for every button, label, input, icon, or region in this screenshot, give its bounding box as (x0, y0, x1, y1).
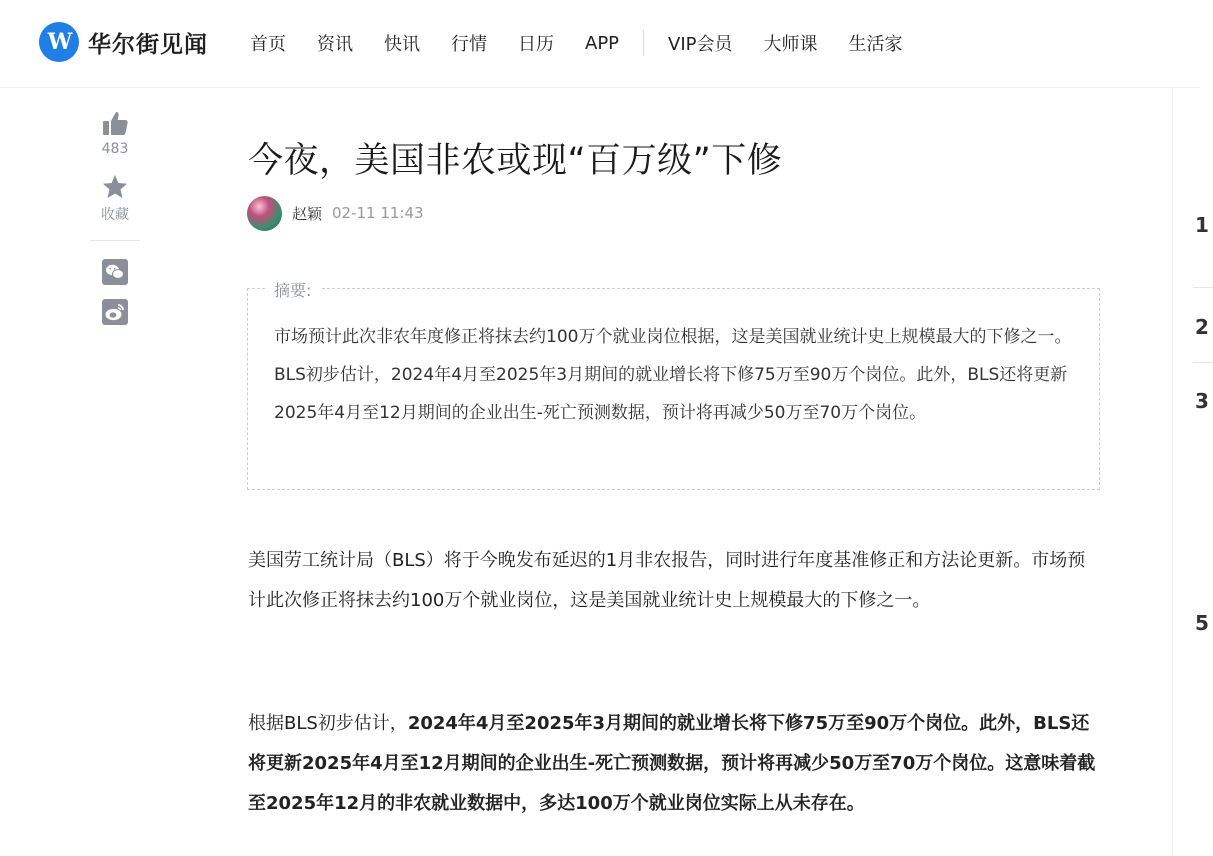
rank-number[interactable]: 1 (1195, 213, 1209, 237)
nav-app[interactable]: APP (585, 32, 620, 54)
rail-divider (90, 240, 140, 241)
nav-divider (643, 30, 644, 56)
like-count: 483 (101, 141, 129, 157)
nav-flash[interactable]: 快讯 (384, 34, 420, 55)
share-rail (90, 110, 140, 339)
paragraph-lead: 根据BLS初步估计， (248, 713, 408, 734)
article-paragraph: 美国劳工统计局（BLS）将于今晚发布延迟的1月非农报告，同时进行年度基准修正和方法论更新。市场预计此次修正将抹去约100万个就业岗位，这是美国就业统计史上规模最大的下修之一。 (248, 550, 1086, 611)
top-navigation-bar (0, 0, 1200, 88)
logo-text: 华尔街见闻 (88, 30, 208, 58)
rank-number[interactable]: 5 (1195, 611, 1209, 635)
favorite-label: 收藏 (101, 207, 129, 223)
nav-lifestyle[interactable]: 生活家 (848, 34, 903, 55)
nav-markets[interactable]: 行情 (451, 34, 487, 55)
author-name[interactable]: 赵颖 (292, 204, 323, 223)
rank-number[interactable]: 2 (1195, 315, 1209, 339)
rank-divider (1193, 287, 1213, 288)
article-title: 今夜，美国非农或现“百万级”下修 (248, 141, 783, 181)
nav-news[interactable]: 资讯 (317, 34, 353, 55)
article-paragraph (248, 704, 1100, 824)
site-logo[interactable] (39, 21, 208, 63)
thumbs-up-icon (101, 110, 129, 138)
nav-vip[interactable]: VIP会员 (668, 34, 733, 55)
summary-text: 市场预计此次非农年度修正将抹去约100万个就业岗位根据，这是美国就业统计史上规模最大的下修之一。BLS初步估计，2024年4月至2025年3月期间的就业增长将下修75万至90万个岗位。此外，BLS还将更新2025年4月至12月期间的企业出生-死亡预测数据，预计将再减少50万至70万个岗位。 (274, 327, 1072, 423)
favorite-button[interactable] (90, 173, 140, 224)
rank-divider (1193, 362, 1213, 363)
paragraph-bold-text: 2024年4月至2025年3月期间的就业增长将下修75万至90万个岗位。此外，BLS还将更新2025年4月至12月期间的企业出生-死亡预测数据，预计将再减少50万至70万个岗位。这意味着截至2025年12月的非农就业数据中，多达100万个就业岗位实际上从未存在。 (248, 713, 1096, 814)
weibo-icon[interactable] (102, 299, 128, 325)
author-avatar[interactable] (247, 196, 282, 231)
like-button[interactable] (90, 110, 140, 157)
nav-home[interactable]: 首页 (250, 34, 286, 55)
main-nav (250, 28, 934, 58)
right-sidebar-clipped (1172, 87, 1209, 856)
publish-time: 02-11 11:43 (332, 204, 424, 222)
star-icon (101, 173, 129, 201)
nav-masterclass[interactable]: 大师课 (763, 34, 818, 55)
rank-number[interactable]: 3 (1195, 389, 1209, 413)
summary-label: 摘要: (265, 278, 320, 301)
nav-calendar[interactable]: 日历 (518, 34, 554, 55)
article-summary (247, 281, 1100, 490)
wechat-icon[interactable] (102, 259, 128, 285)
logo-mark: W (39, 22, 79, 62)
author-row (247, 195, 424, 231)
